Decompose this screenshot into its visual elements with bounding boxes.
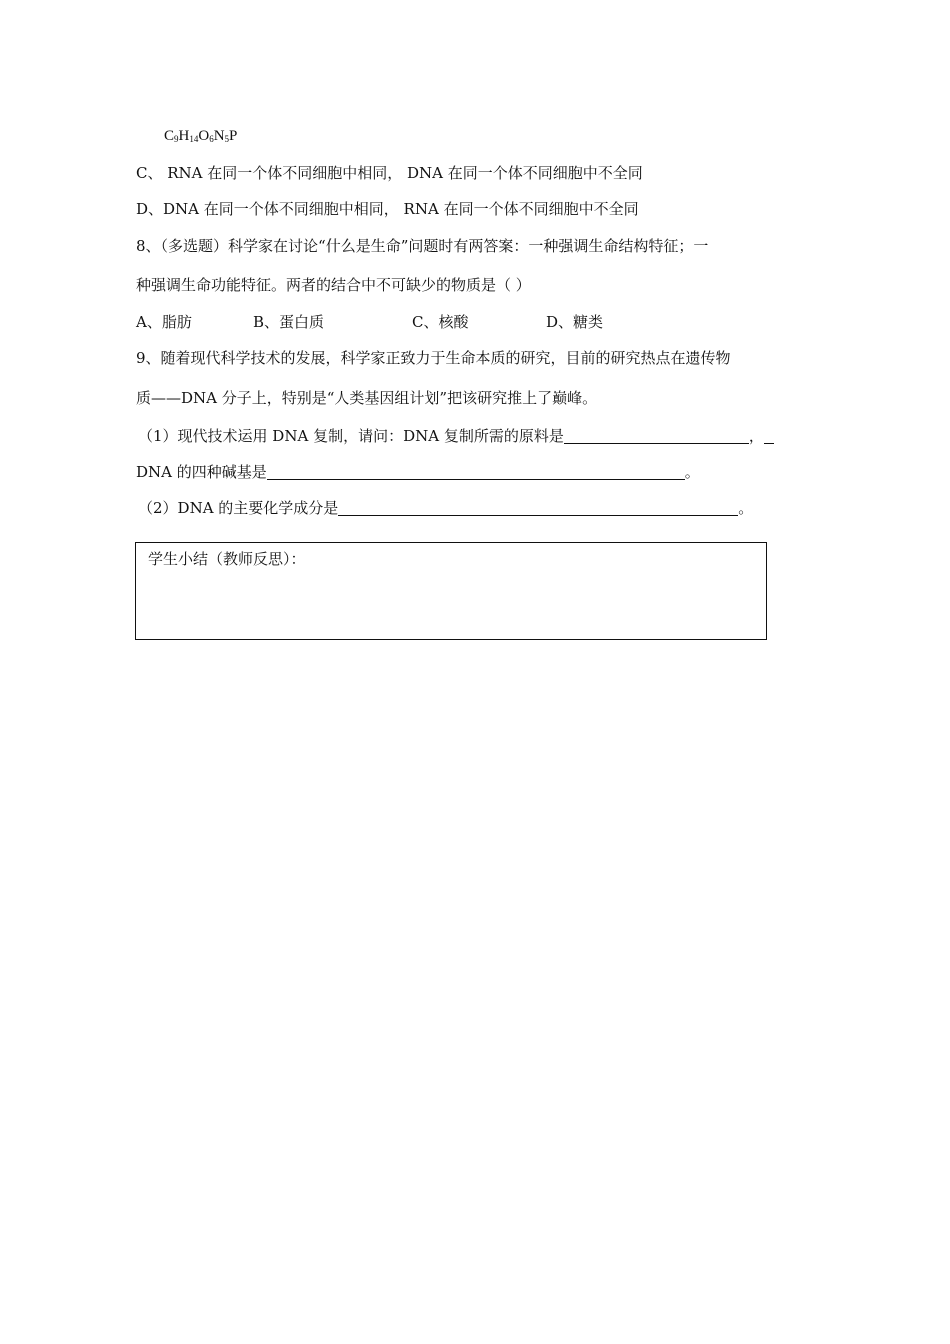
formula-h: H	[178, 128, 190, 144]
q7-option-d: D、DNA 在同一个体不同细胞中相同， RNA 在同一个体不同细胞中不全同	[136, 200, 639, 218]
q8-option-d: D、糖类	[546, 313, 604, 331]
q9-sub1-comma: ，	[748, 427, 764, 445]
q8-option-c: C、核酸	[412, 313, 469, 331]
q9-sub2-prompt: （2）DNA 的主要化学成分是	[138, 499, 339, 517]
q9-sub1	[138, 426, 774, 446]
answer-blank-tail	[764, 429, 774, 444]
q9-sub2-period: 。	[738, 499, 754, 517]
q9-sub2	[138, 498, 753, 518]
q8-option-b: B、蛋白质	[253, 313, 325, 331]
formula-c: C	[164, 128, 175, 144]
summary-box-title: 学生小结（教师反思）：	[148, 550, 306, 568]
q9-sub1-prompt: （1）现代技术运用 DNA 复制，请问：DNA 复制所需的原料是	[138, 427, 564, 445]
q9-sub1b-period: 。	[684, 463, 700, 481]
formula-o: O	[198, 128, 210, 144]
q8-question-line2: 种强调生命功能特征。两者的结合中不可缺少的物质是（ ）	[136, 276, 531, 294]
answer-blank-four-bases[interactable]	[267, 465, 685, 480]
formula-o-count: 6	[209, 134, 214, 144]
formula-c-count: 9	[174, 134, 179, 144]
q9-sub1b-prompt: DNA 的四种碱基是	[136, 463, 267, 481]
answer-blank-raw-materials[interactable]	[564, 429, 749, 444]
q7-option-c: C、 RNA 在同一个体不同细胞中相同， DNA 在同一个体不同细胞中不全同	[136, 164, 643, 182]
formula-p: P	[229, 128, 238, 144]
q8-option-a: A、脂肪	[136, 313, 192, 331]
q9-question-line1: 9、随着现代科学技术的发展，科学家正致力于生命本质的研究，目前的研究热点在遗传物	[136, 349, 731, 367]
q8-question-line1: 8、（多选题）科学家在讨论“什么是生命”问题时有两答案：一种强调生命结构特征；一	[136, 237, 709, 255]
formula-n-count: 5	[224, 134, 230, 144]
q9-sub1b	[136, 462, 700, 482]
q8-options	[136, 312, 636, 332]
chemical-formula	[164, 126, 237, 149]
answer-blank-dna-components[interactable]	[338, 501, 738, 516]
formula-h-count: 14	[189, 134, 199, 144]
formula-n: N	[213, 128, 225, 144]
q9-question-line2: 质——DNA 分子上，特别是“人类基因组计划”把该研究推上了巅峰。	[136, 389, 598, 407]
student-summary-box[interactable]	[135, 542, 767, 640]
